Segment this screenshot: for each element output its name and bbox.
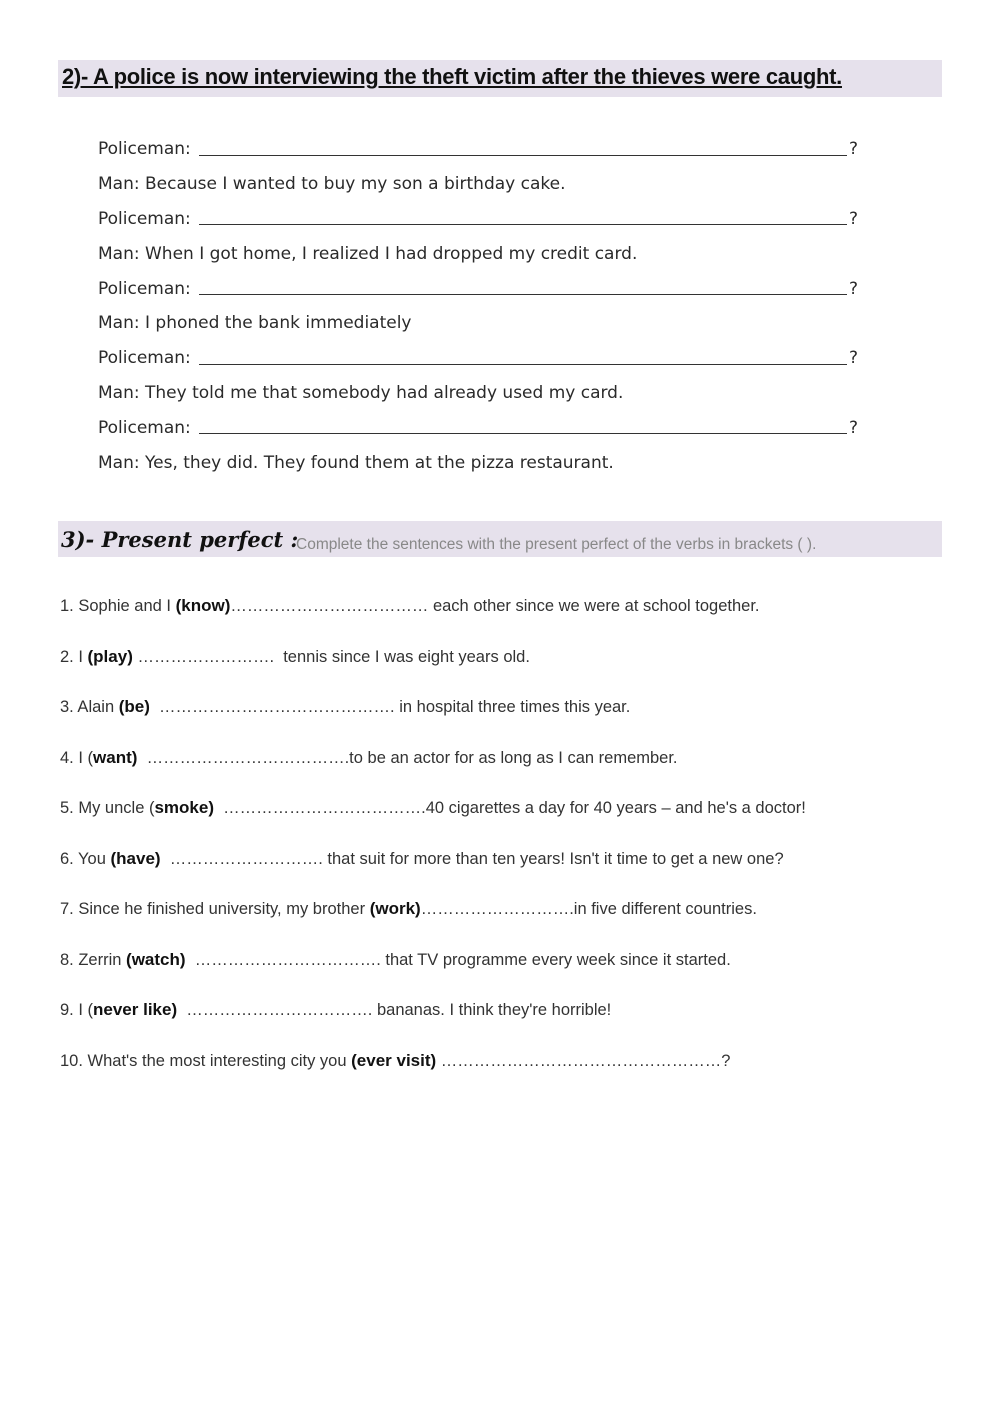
section-3-instruction: Complete the sentences with the present perfect of the verbs in brackets ( ).	[296, 536, 817, 553]
answer-gap[interactable]: ………………………………	[230, 597, 429, 615]
item-suffix: each other since we were at school together.	[428, 597, 760, 615]
item-suffix: ?	[721, 1051, 731, 1070]
policeman-line	[98, 410, 858, 445]
policeman-line	[98, 341, 858, 376]
speaker: Man:	[98, 452, 140, 473]
answer-blank[interactable]	[199, 282, 847, 295]
item-suffix: in hospital three times this year.	[399, 698, 631, 716]
item-prefix: 4. I (	[60, 748, 94, 767]
item-prefix: 9. I (	[60, 1001, 94, 1019]
man-line	[98, 167, 858, 202]
item-suffix: bananas. I think they're horrible!	[376, 1001, 612, 1019]
item-suffix: in five different countries.	[573, 900, 757, 918]
answer-gap[interactable]: …………………………………….	[149, 698, 400, 716]
exercise-item	[60, 1000, 806, 1051]
answer-gap[interactable]: ……………………….	[160, 849, 328, 868]
section-3-header	[58, 521, 942, 557]
question-mark: ?	[848, 348, 858, 369]
verb: (work)	[369, 899, 421, 918]
exercise-item	[60, 899, 806, 950]
verb: never like)	[93, 1000, 178, 1019]
exercise-item	[60, 647, 806, 698]
item-prefix: 2. I	[60, 647, 88, 666]
item-prefix: 5. My uncle (	[60, 799, 155, 817]
exercise-item	[60, 748, 806, 799]
policeman-line	[98, 271, 858, 306]
item-prefix: 1. Sophie and I	[60, 597, 176, 615]
speaker: Policeman:	[98, 139, 191, 160]
speaker: Man:	[98, 313, 140, 334]
exercise-item	[60, 596, 806, 647]
answer-gap[interactable]: …………………….	[132, 647, 279, 666]
question-mark: ?	[848, 278, 858, 299]
item-prefix: 7. Since he finished university, my brother	[60, 900, 370, 918]
section-2-header	[58, 60, 942, 97]
exercise-item	[60, 697, 806, 748]
man-line	[98, 445, 858, 480]
speaker: Man:	[98, 382, 140, 403]
item-suffix: 40 cigarettes a day for 40 years – and he's a doctor!	[425, 799, 806, 817]
item-suffix: to be an actor for as long as I can remember.	[349, 748, 678, 767]
section-3-title: 3)- Present perfect :	[61, 527, 299, 552]
verb: want)	[93, 747, 138, 767]
exercise-item	[60, 849, 806, 900]
answer-gap[interactable]: ……………………….	[420, 900, 574, 918]
speaker: Policeman:	[98, 348, 191, 369]
question-mark: ?	[848, 417, 858, 438]
exercise-item	[60, 950, 806, 1001]
item-prefix: 8. Zerrin	[60, 950, 127, 969]
exercise-item	[60, 798, 806, 849]
verb: (play)	[87, 646, 133, 666]
answer-gap[interactable]: ……………………………….	[137, 748, 350, 767]
speaker: Policeman:	[98, 417, 191, 438]
answer-gap[interactable]: ……………………………….	[213, 799, 426, 817]
verb: (have)	[110, 848, 161, 868]
question-mark: ?	[848, 139, 858, 160]
man-text: When I got home, I realized I had dropped my credit card.	[145, 243, 638, 264]
man-line	[98, 306, 858, 341]
item-prefix: 10. What's the most interesting city you	[60, 1051, 352, 1070]
speaker: Man:	[98, 243, 140, 264]
item-prefix: 3. Alain	[60, 698, 119, 716]
item-prefix: 6. You	[60, 849, 111, 868]
policeman-line	[98, 132, 858, 167]
man-text: They told me that somebody had already used my card.	[145, 382, 624, 403]
verb: smoke)	[154, 798, 214, 817]
policeman-line	[98, 202, 858, 237]
speaker: Policeman:	[98, 278, 191, 299]
speaker: Man:	[98, 174, 140, 195]
answer-gap[interactable]: …………………………….	[177, 1001, 377, 1019]
exercise-item	[60, 1051, 806, 1102]
answer-blank[interactable]	[199, 421, 847, 434]
answer-gap[interactable]: ……………………………………………	[436, 1051, 722, 1070]
exercise-list	[60, 596, 806, 1101]
verb: (be)	[118, 697, 150, 716]
verb: (watch)	[126, 949, 186, 969]
man-line	[98, 376, 858, 411]
verb: (ever visit)	[351, 1050, 437, 1070]
item-suffix: that TV programme every week since it started.	[385, 950, 731, 969]
section-2-title: 2)- A police is now interviewing the theft victim after the thieves were caught.	[62, 64, 842, 89]
man-text: Yes, they did. They found them at the pizza restaurant.	[145, 452, 614, 473]
speaker: Policeman:	[98, 208, 191, 229]
item-suffix: that suit for more than ten years! Isn't it time to get a new one?	[327, 849, 784, 868]
answer-gap[interactable]: …………………………….	[185, 950, 386, 969]
answer-blank[interactable]	[199, 143, 847, 156]
man-line	[98, 236, 858, 271]
verb: (know)	[175, 596, 231, 615]
answer-blank[interactable]	[199, 352, 847, 365]
man-text: Because I wanted to buy my son a birthday cake.	[145, 174, 566, 195]
answer-blank[interactable]	[199, 212, 847, 225]
question-mark: ?	[848, 208, 858, 229]
dialog	[98, 132, 858, 480]
man-text: I phoned the bank immediately	[145, 313, 412, 334]
item-suffix: tennis since I was eight years old.	[278, 647, 530, 666]
